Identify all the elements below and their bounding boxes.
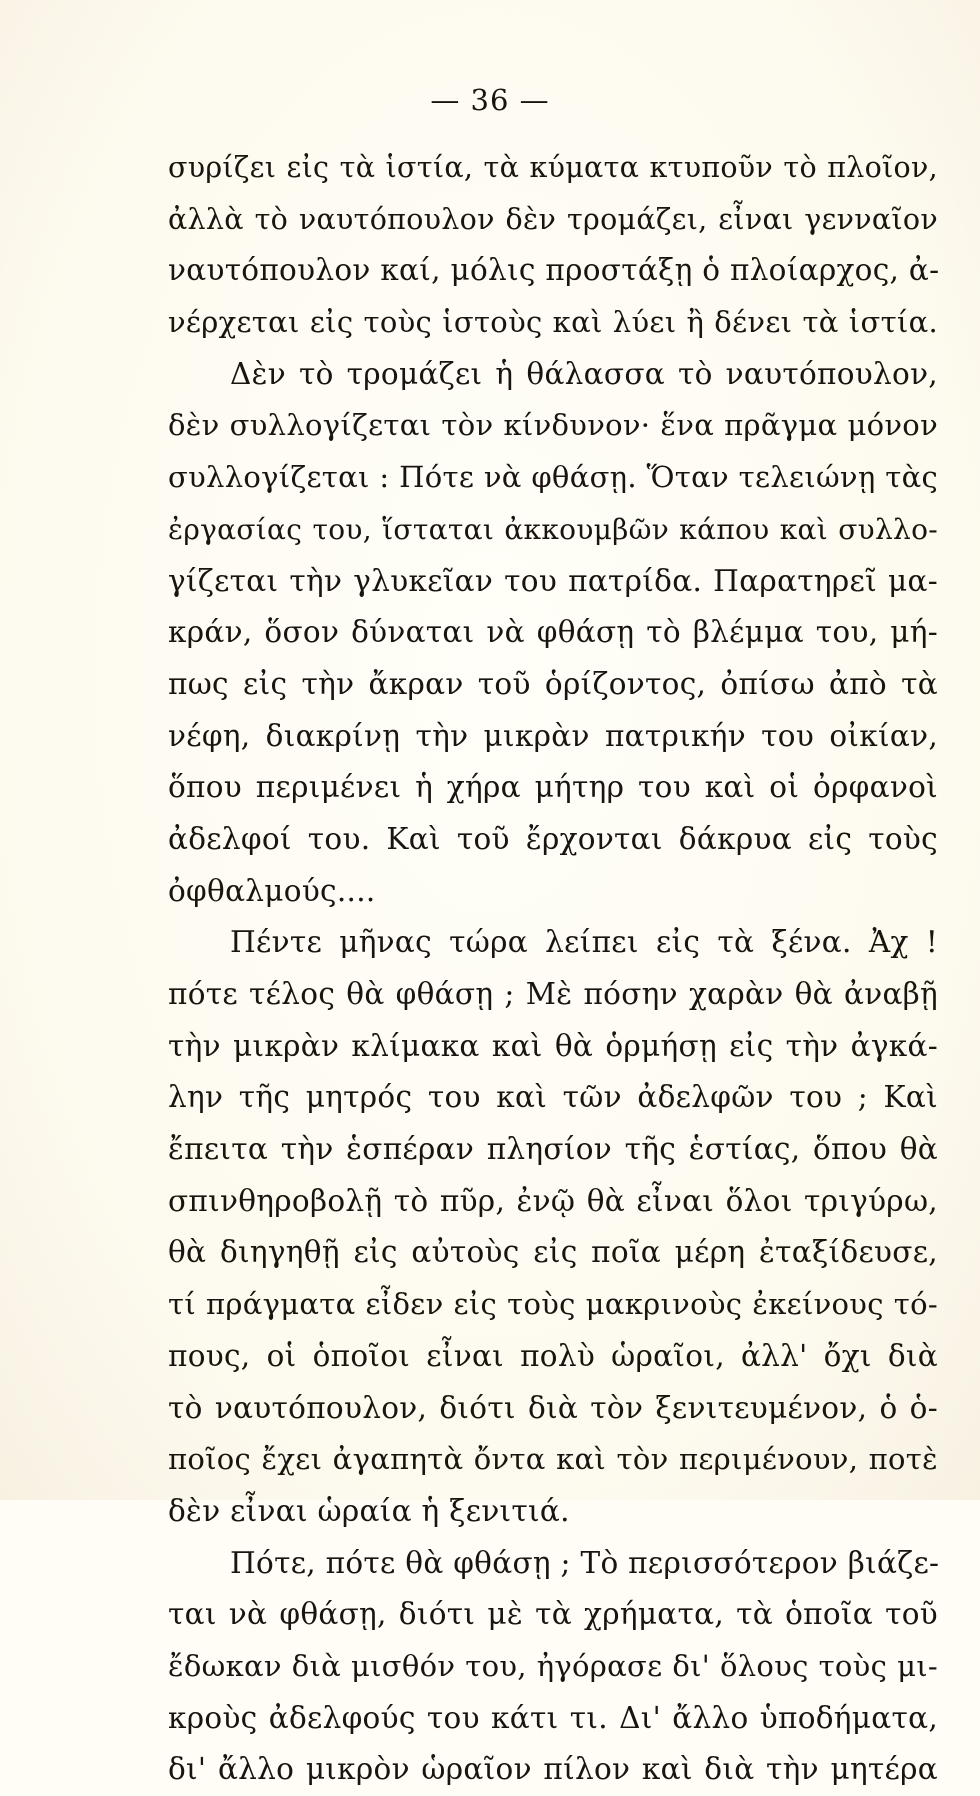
body-text [168, 142, 938, 1796]
text-line: Πέντε μῆνας τώρα λείπει εἰς τὰ ξένα. Ἀχ ! [230, 925, 938, 960]
text-line: τὸ ναυτόπουλον, διότι διὰ τὸν ξενιτευμένον, ὁ ὁ- [168, 1390, 938, 1425]
text-line: πους, οἱ ὁποῖοι εἶναι πολὺ ὡραῖοι, ἀλλ' ὄχι διὰ [168, 1338, 938, 1373]
text-line: πότε τέλος θὰ φθάσῃ ; Μὲ πόσην χαρὰν θὰ ἀναβῇ [168, 977, 938, 1011]
text-line: ἀδελφοί του. Καὶ τοῦ ἔρχονται δάκρυα εἰς τοὺς [168, 821, 938, 856]
text-line: ἀλλὰ τὸ ναυτόπουλον δὲν τρομάζει, εἶναι γενναῖον [168, 202, 938, 236]
text-line: πως εἰς τὴν ἄκραν τοῦ ὁρίζοντος, ὀπίσω ἀπὸ τὰ [168, 666, 938, 701]
text-line: Πότε, πότε θὰ φθάσῃ ; Τὸ περισσότερον βιάζε- [230, 1545, 940, 1580]
text-line: νέρχεται εἰς τοὺς ἱστοὺς καὶ λύει ἢ δένει τὰ ἱστία. [168, 305, 938, 340]
text-line: νέφη, διακρίνῃ τὴν μικρὰν πατρικήν του οἰκίαν, [168, 718, 938, 753]
text-line: συλλογίζεται : Πότε νὰ φθάσῃ. Ὅταν τελειώνῃ τὰς [168, 460, 938, 495]
text-line: λην τῆς μητρός του καὶ τῶν ἀδελφῶν του ; Καὶ [168, 1080, 938, 1115]
text-line: ἐργασίας του, ἵσταται ἀκκουμβῶν κάπου καὶ συλλο- [168, 512, 938, 546]
text-line: ποῖος ἔχει ἀγαπητὰ ὄντα καὶ τὸν περιμένουν, ποτὲ [168, 1442, 938, 1477]
page-number: — 36 — [430, 83, 550, 117]
text-line: τί πράγματα εἶδεν εἰς τοὺς μακρινοὺς ἐκείνους τό- [168, 1287, 938, 1322]
text-line: δι' ἄλλο μικρὸν ὡραῖον πίλον καὶ διὰ τὴν μητέρα [168, 1752, 938, 1787]
text-line: Δὲν τὸ τρομάζει ἡ θάλασσα τὸ ναυτόπουλον, [230, 356, 938, 391]
text-line: κράν, ὅσον δύναται νὰ φθάσῃ τὸ βλέμμα του, μή- [168, 615, 938, 650]
text-line: κροὺς ἀδελφούς του κάτι τι. Δι' ἄλλο ὑποδήματα, [168, 1700, 938, 1735]
text-line: ὀφθαλμούς.... [168, 873, 376, 908]
text-line: ἔπειτα τὴν ἑσπέραν πλησίον τῆς ἑστίας, ὅπου θὰ [168, 1132, 938, 1167]
text-line: ναυτόπουλον καί, μόλις προστάξῃ ὁ πλοίαρχος, ἀ- [168, 253, 940, 288]
text-line: θὰ διηγηθῇ εἰς αὐτοὺς εἰς ποῖα μέρη ἐταξίδευσε, [168, 1235, 938, 1270]
text-line: συρίζει εἰς τὰ ἱστία, τὰ κύματα κτυποῦν τὸ πλοῖον, [168, 151, 938, 184]
text-line: τὴν μικρὰν κλίμακα καὶ θὰ ὁρμήσῃ εἰς τὴν ἀγκά- [168, 1028, 938, 1063]
text-line: ὅπου περιμένει ἡ χήρα μήτηρ του καὶ οἱ ὀρφανοὶ [168, 770, 938, 805]
text-line: δὲν συλλογίζεται τὸν κίνδυνον· ἕνα πρᾶγμα μόνον [168, 408, 938, 443]
text-line: ἔδωκαν διὰ μισθόν του, ἠγόρασε δι' ὅλους τοὺς μι- [168, 1648, 938, 1683]
text-line: γίζεται τὴν γλυκεῖαν του πατρίδα. Παρατηρεῖ μα- [168, 563, 938, 598]
text-line: δὲν εἶναι ὡραία ἡ ξενιτιά. [168, 1493, 570, 1528]
text-line: ται νὰ φθάσῃ, διότι μὲ τὰ χρήματα, τὰ ὁποῖα τοῦ [168, 1597, 938, 1632]
text-line: σπινθηροβολῇ τὸ πῦρ, ἐνῷ θὰ εἶναι ὅλοι τριγύρω, [168, 1183, 938, 1218]
